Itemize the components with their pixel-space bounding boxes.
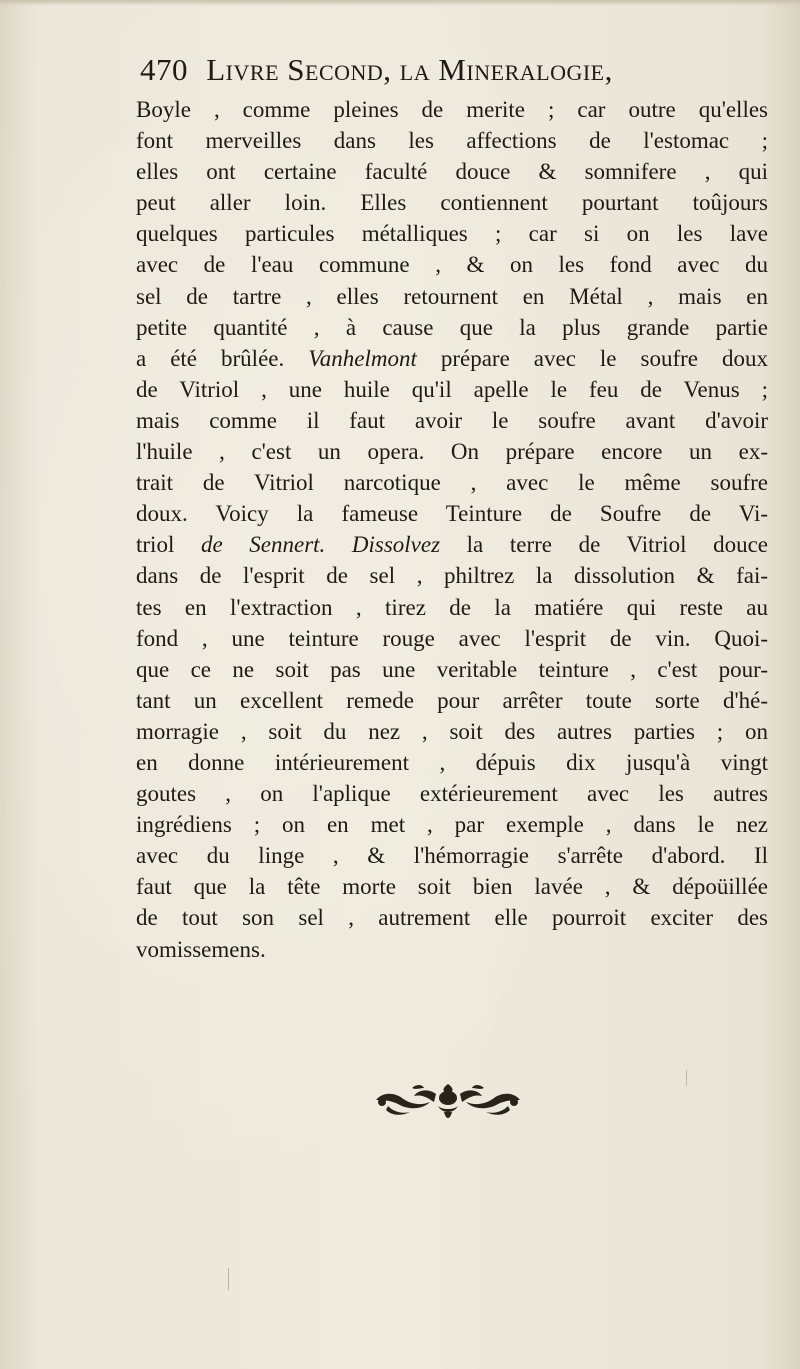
paper-mark — [686, 1070, 687, 1086]
text-line: ingrédiens ; on en met , par exemple , dans le nez — [136, 812, 768, 838]
text-line: faut que la tête morte soit bien lavée , & dépoüillée — [136, 874, 768, 900]
text-line: vomissemens. — [136, 936, 266, 962]
text-line: elles ont certaine faculté douce & somnifere , qui — [136, 159, 768, 185]
text-segment: la terre de Vitriol douce — [466, 532, 768, 558]
text-line: mais comme il faut avoir le soufre avant d'avoir — [136, 407, 768, 433]
text-line: tes en l'extraction , tirez de la matiére qui reste au — [136, 594, 768, 620]
text-line: avec de l'eau commune , & on les fond avec du — [136, 252, 768, 278]
text-line: que ce ne soit pas une veritable teinture , c'est pour- — [136, 656, 768, 682]
text-line: trait de Vitriol narcotique , avec le même soufre — [136, 470, 768, 496]
text-line: de Vitriol , une huile qu'il apelle le feu de Venus ; — [136, 376, 768, 402]
running-header — [140, 52, 780, 92]
text-line: font merveilles dans les affections de l'estomac ; — [136, 128, 768, 154]
text-line — [136, 343, 768, 374]
text-line: doux. Voicy la fameuse Teinture de Soufre de Vi- — [136, 501, 768, 527]
text-segment: prépare avec le soufre doux — [440, 345, 768, 371]
text-line: quelques particules métalliques ; car si on les lave — [136, 221, 768, 247]
text-line: avec du linge , & l'hémorragie s'arrête d'abord. Il — [136, 843, 768, 869]
running-title: Livre Second, la Mineralogie, — [206, 52, 613, 87]
text-line: en donne intérieurement , dépuis dix jusqu'à vingt — [136, 749, 768, 775]
page-number: 470 — [140, 52, 188, 87]
text-segment: triol — [136, 532, 175, 558]
text-line — [136, 529, 768, 560]
text-line: fond , une teinture rouge avec l'esprit de vin. Quoi- — [136, 625, 768, 651]
paper-mark — [228, 1268, 229, 1290]
text-line: morragie , soit du nez , soit des autres parties ; on — [136, 718, 768, 744]
italic-phrase: de Sennert. Dissolvez — [200, 532, 441, 558]
italic-name: Vanhelmont — [308, 345, 417, 371]
text-line: Boyle , comme pleines de merite ; car outre qu'elles — [136, 97, 768, 122]
body-text — [136, 94, 768, 965]
text-line: tant un excellent remede pour arrêter toute sorte d'hé- — [136, 687, 768, 713]
text-line: dans de l'esprit de sel , philtrez la dissolution & fai- — [136, 563, 768, 589]
text-line: sel de tartre , elles retournent en Métal , mais en — [136, 283, 768, 309]
text-line: de tout son sel , autrement elle pourroit exciter des — [136, 905, 768, 931]
text-segment: a été brûlée. — [136, 345, 285, 371]
text-line: peut aller loin. Elles contiennent pourtant toûjours — [136, 190, 768, 216]
page-top-edge — [0, 0, 800, 6]
text-line: l'huile , c'est un opera. On prépare encore un ex- — [136, 439, 768, 465]
text-line: petite quantité , à cause que la plus grande partie — [136, 314, 768, 340]
printers-ornament-icon — [372, 1080, 524, 1124]
text-line: goutes , on l'aplique extérieurement avec les autres — [136, 781, 768, 807]
